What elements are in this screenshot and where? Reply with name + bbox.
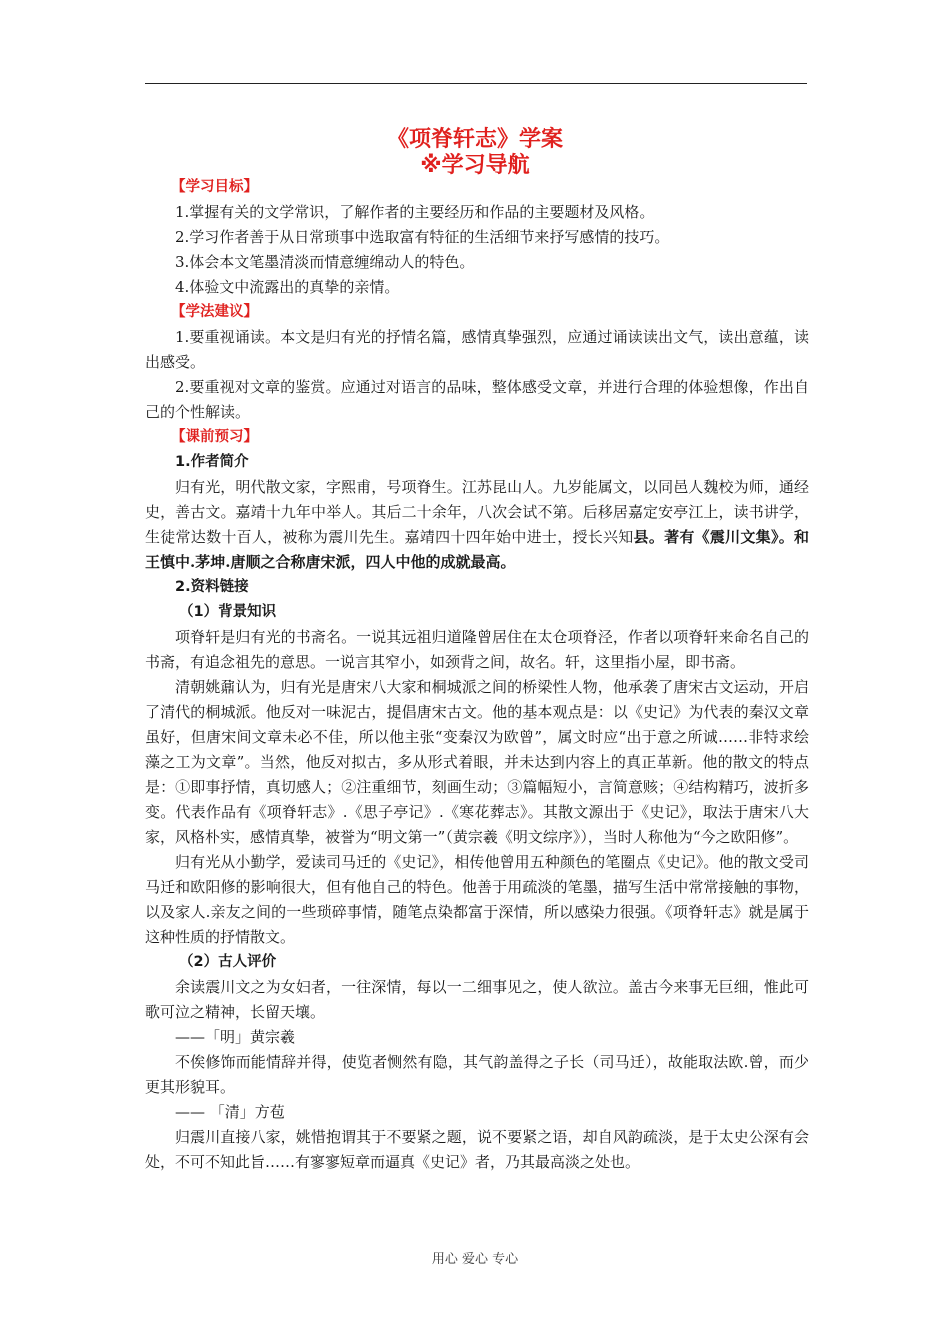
review-source: —— 「清」方苞: [175, 1103, 285, 1121]
background-paragraph: 项脊轩是归有光的书斋名。一说其远祖归道隆曾居住在太仓项脊泾，作者以项脊轩来命名自己的书斋，有追念祖先的意思。一说言其窄小，如颈背之间，故名。轩，这里指小屋，即书斋。: [145, 628, 809, 671]
background-paragraph: 清朝姚鼐认为，归有光是唐宋八大家和桐城派之间的桥梁性人物，他承袭了唐宋古文运动，开启了清代的桐城派。他反对一味泥古，提倡唐宋古文。他的基本观点是：以《史记》为代表的秦汉文章虽好，但唐宋间文章未必不佳，所以他主张“变秦汉为欧曾”，属文时应“出于意之所诚……非特求绘藻之工为文章”。当然，他反对拟古，多从形式着眼，并未达到内容上的真正革新。他的散文的特点是：①即事抒情，真切感人；②注重细节，刻画生动；③篇幅短小，言简意赅；④结构精巧，波折多变。代表作品有《项脊轩志》.《思子亭记》.《寒花葬志》。其散文源出于《史记》，取法于唐宋八大家，风格朴实，感情真挚，被誉为“明文第一”（黄宗羲《明文综序》），当时人称他为“今之欧阳修”。: [145, 678, 809, 846]
goal-item: 4.体验文中流露出的真挚的亲情。: [175, 278, 400, 296]
background-paragraph: 归有光从小勤学，爱读司马迁的《史记》，相传他曾用五种颜色的笔圈点《史记》。他的散文受司马迁和欧阳修的影响很大，但有他自己的特色。他善于用疏淡的笔墨，描写生活中常常接触的事物，以及家人.亲友之间的一些琐碎事情，随笔点染都富于深情，所以感染力很强。《项脊轩志》就是属于这种性质的抒情散文。: [145, 853, 809, 946]
review-quote: 余读震川文之为女妇者，一往深情，每以一二细事见之，使人欲泣。盖古今来事无巨细，惟此可歌可泣之精神，长留天壤。: [145, 978, 809, 1021]
author-text-bold: 县。著有《震川文集》。和王慎中.茅坤.唐顺之合称唐宋派，四人中他的成就最高。: [145, 528, 809, 571]
document-body: [145, 175, 809, 1175]
background-heading: （1）背景知识: [179, 604, 277, 620]
page-subtitle: ※学习导航: [420, 153, 530, 178]
review-quote: 归震川直接八家，姚惜抱谓其于不要紧之题，说不要紧之语，却自风韵疏淡，是于太史公深有会处，不可不知此旨……有寥寥短章而逼真《史记》者，乃其最高淡之处也。: [145, 1128, 809, 1171]
method-item: 2.要重视对文章的鉴赏。应通过对语言的品味，整体感受文章，并进行合理的体验想像，作出自己的个性解读。: [145, 378, 809, 421]
author-paragraph: [145, 475, 809, 575]
review-source: ——「明」黄宗羲: [175, 1028, 296, 1046]
review-heading: （2）古人评价: [179, 954, 277, 970]
header-rule: [145, 83, 807, 84]
section-heading-preview: 【课前预习】: [171, 429, 258, 445]
section-heading-method: 【学法建议】: [171, 304, 258, 320]
author-text-plain: 归有光，明代散文家，字熙甫，号项脊生。江苏昆山人。九岁能属文，以同邑人魏校为师，通经史，善古文。嘉靖十九年中举人。其后二十余年，八次会试不第。后移居嘉定安亭江上，读书讲学，生徒常达数十百人，被称为震川先生。嘉靖四十四年始中进士，授长兴知: [145, 478, 809, 546]
review-quote: 不俟修饰而能情辞并得，使览者恻然有隐，其气韵盖得之子长（司马迁），故能取法欧.曾，而少更其形貌耳。: [145, 1053, 809, 1096]
links-heading: 2.资料链接: [175, 579, 249, 595]
method-item: 1.要重视诵读。本文是归有光的抒情名篇，感情真挚强烈，应通过诵读读出文气，读出意蕴，读出感受。: [145, 328, 809, 371]
section-heading-goals: 【学习目标】: [171, 179, 258, 195]
author-heading: 1.作者简介: [175, 454, 249, 470]
page-title: 《项脊轩志》学案: [386, 127, 563, 152]
goal-item: 3.体会本文笔墨清淡而情意缠绵动人的特色。: [175, 253, 475, 271]
goal-item: 2.学习作者善于从日常琐事中选取富有特征的生活细节来抒写感情的技巧。: [175, 228, 670, 246]
page-footer: 用心 爱心 专心: [431, 1252, 519, 1267]
goal-item: 1.掌握有关的文学常识，了解作者的主要经历和作品的主要题材及风格。: [175, 203, 655, 221]
